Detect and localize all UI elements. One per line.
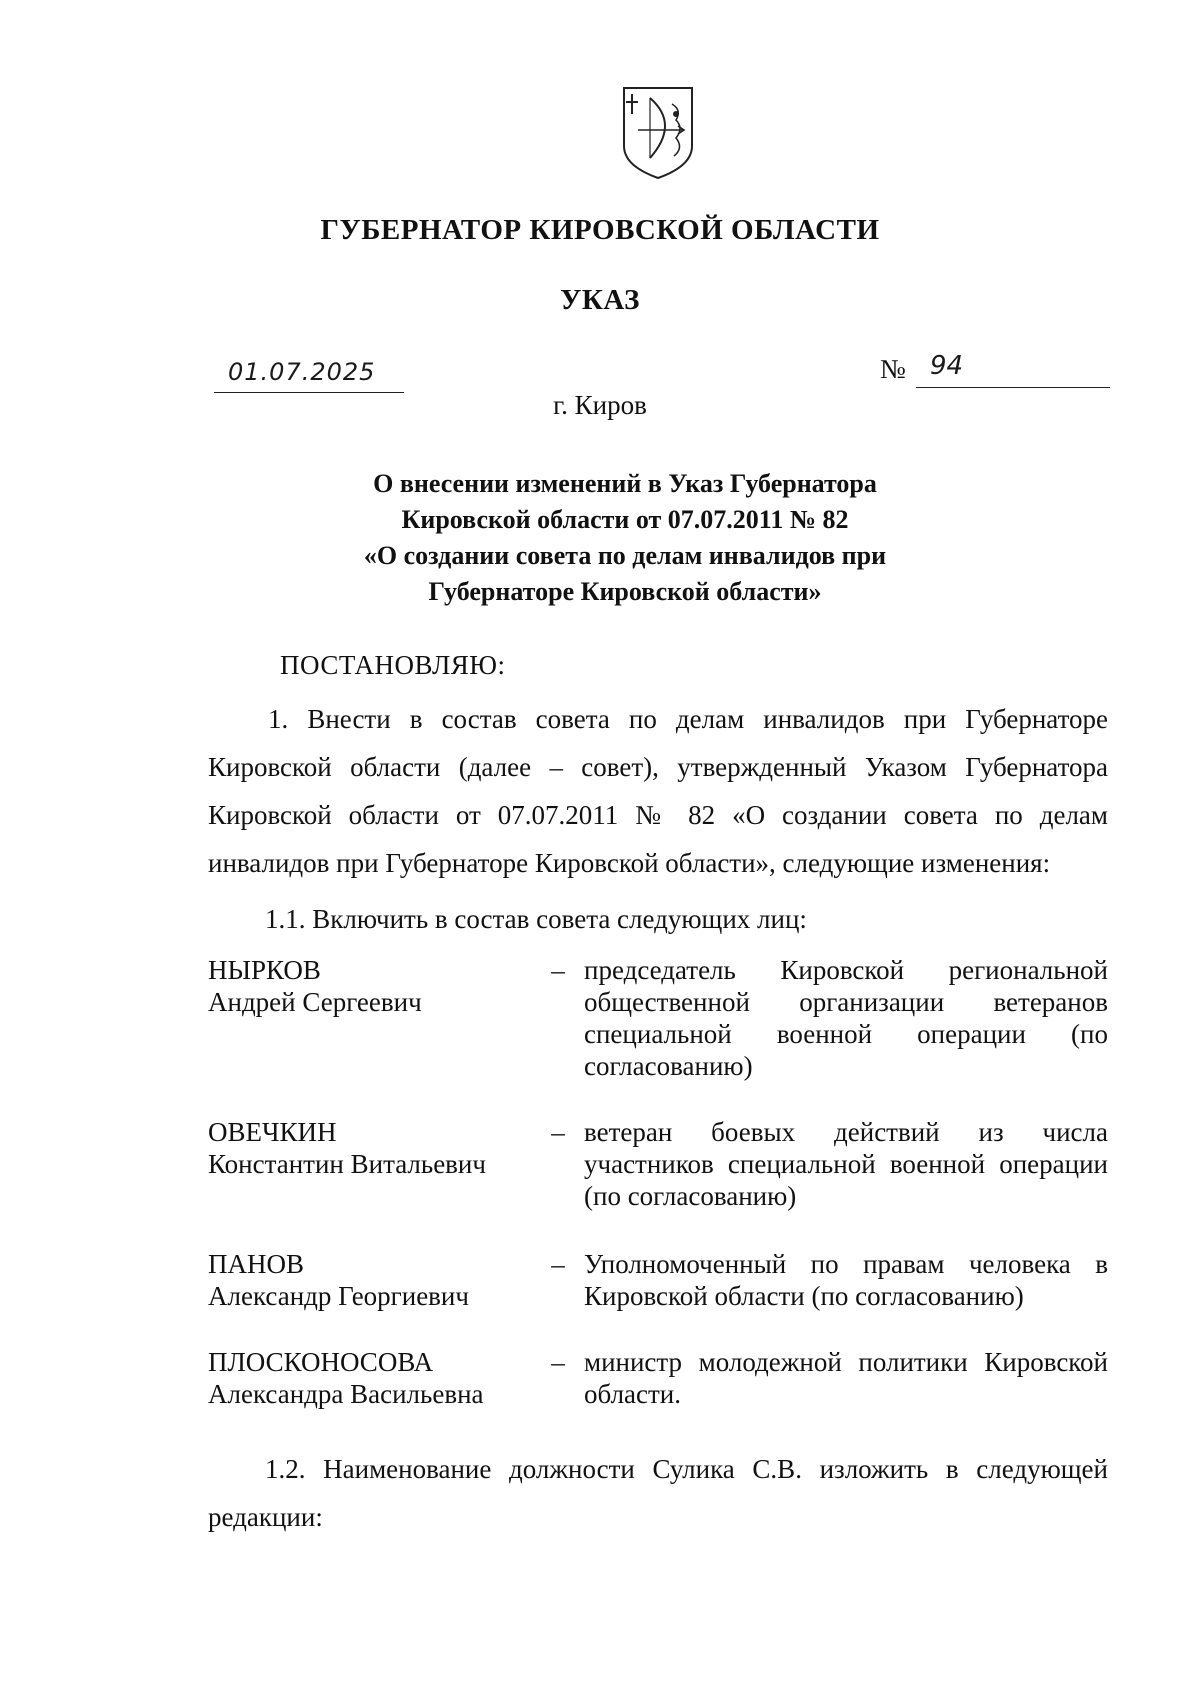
subject-line: Губернаторе Кировской области» xyxy=(428,577,822,606)
member-surname: ПАНОВ xyxy=(208,1249,305,1279)
member-dash: – xyxy=(551,1249,565,1279)
member-name xyxy=(208,1346,528,1410)
subject-line: О внесении изменений в Указ Губернатора xyxy=(373,469,877,498)
member-description: председатель Кировской региональной общественной организации ветеранов специальной военной операции (по согласованию) xyxy=(584,955,1108,1081)
member-dash: – xyxy=(551,1117,565,1147)
member-dash: – xyxy=(551,1347,565,1377)
member-surname: ПЛОСКОНОСОВА xyxy=(208,1347,434,1377)
decree-subject xyxy=(300,466,950,610)
member-given-names: Андрей Сергеевич xyxy=(208,987,422,1017)
member-description: министр молодежной политики Кировской области. xyxy=(584,1347,1108,1409)
paragraph-1: 1. Внести в состав совета по делам инвалидов при Губернаторе Кировской области (далее – совет), утвержденный Указом Губернатора Кировской области от 07.07.2011 № 82 «О создании совета по делам инвалидов при Губернаторе Кировской области», следующие изменения: xyxy=(208,704,1108,878)
coat-of-arms-icon xyxy=(620,84,696,182)
member-name xyxy=(208,954,528,1018)
handwritten-number: 94 xyxy=(930,351,964,381)
number-underline xyxy=(916,351,1110,388)
member-given-names: Александра Васильевна xyxy=(208,1379,484,1409)
number-field xyxy=(870,352,1110,388)
member-given-names: Константин Витальевич xyxy=(208,1149,486,1179)
member-surname: НЫРКОВ xyxy=(208,955,321,985)
organization-title: ГУБЕРНАТОР КИРОВСКОЙ ОБЛАСТИ xyxy=(320,214,880,246)
subject-line: Кировской области от 07.07.2011 № 82 xyxy=(401,505,849,534)
document-type: УКАЗ xyxy=(560,284,640,316)
member-surname: ОВЕЧКИН xyxy=(208,1117,337,1147)
number-sign: № xyxy=(880,354,906,384)
city: г. Киров xyxy=(553,390,647,420)
decree-command: ПОСТАНОВЛЯЮ: xyxy=(280,650,506,680)
handwritten-date: 01.07.2025 xyxy=(228,358,376,386)
member-dash: – xyxy=(551,955,565,985)
date-field xyxy=(214,356,404,393)
member-name xyxy=(208,1116,528,1180)
paragraph-1-1: 1.1. Включить в состав совета следующих лиц: xyxy=(265,904,807,934)
subject-line: «О создании совета по делам инвалидов при xyxy=(363,541,887,570)
member-description: ветеран боевых действий из числа участников специальной военной операции (по согласованию) xyxy=(584,1117,1108,1211)
member-name xyxy=(208,1248,528,1312)
member-given-names: Александр Георгиевич xyxy=(208,1281,469,1311)
paragraph-1-2: 1.2. Наименование должности Сулика С.В. изложить в следующей редакции: xyxy=(208,1454,1108,1532)
member-description: Уполномоченный по правам человека в Кировской области (по согласованию) xyxy=(584,1249,1108,1311)
